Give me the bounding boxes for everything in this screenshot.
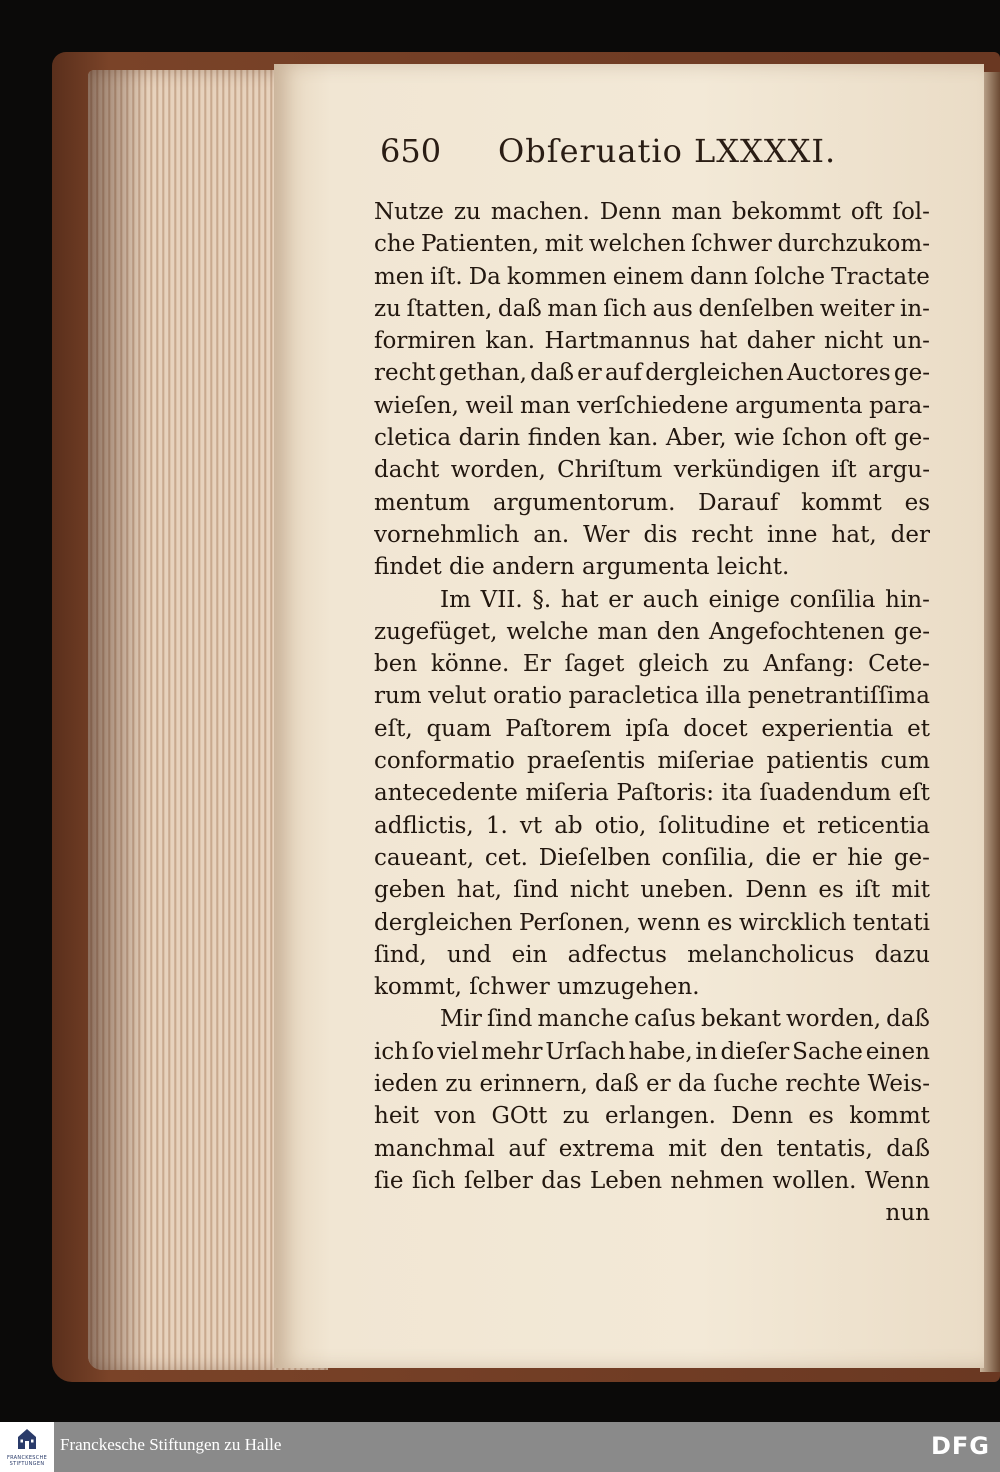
text-line: nun [885, 1200, 930, 1227]
text-line: kommt, ſchwer umzugehen. [374, 974, 700, 1001]
text-line: men iſt. Da kommen einem dann ſolche Tractate [374, 263, 930, 290]
text-line: vornehmlich an. Wer dis recht inne hat, der [374, 521, 930, 548]
text-line: cletica darin finden kan. Aber, wie ſchon oft ge- [374, 425, 930, 452]
text-line: che Patienten, mit welchen ſchwer durchzukom- [374, 231, 930, 258]
text-line: wieſen, weil man verſchiedene argumenta para- [374, 392, 930, 419]
text-line: Mir ſind manche caſus bekant worden, daß [440, 1006, 930, 1033]
orphanage-building-icon [17, 1428, 37, 1450]
text-line: eſt, quam Paſtorem ipſa docet experientia et [374, 715, 930, 742]
text-line: findet die andern argumenta leicht. [374, 554, 790, 581]
institution-logo [0, 1422, 54, 1472]
text-line: conformatio praeſentis miſeriae patientis cum [374, 748, 930, 775]
page-number: 650 [380, 132, 442, 170]
text-line: ich ſo viel mehr Urſach habe, in dieſer Sache einen [374, 1038, 930, 1065]
text-line: ieden zu erinnern, daß er da ſuche rechte Weis- [374, 1071, 930, 1098]
text-line: caueant, cet. Dieſelben conſilia, die er hie ge- [374, 844, 930, 871]
text-line: recht gethan, daß er auf dergleichen Auctores ge- [374, 360, 930, 387]
text-line: ben könne. Er ſaget gleich zu Anfang: Cete- [374, 651, 930, 678]
text-line: dergleichen Perſonen, wenn es wircklich tentati [374, 909, 930, 936]
page-edges-shadow [88, 70, 148, 1370]
text-line: Nutze zu machen. Denn man bekommt oft ſol- [374, 199, 930, 225]
text-line: Im VII. §. hat er auch einige conſilia hin- [440, 586, 930, 613]
text-line: zugefüget, welche man den Angefochtenen ge- [374, 618, 930, 645]
text-line: rum velut oratio paracletica illa penetrantiſſima [374, 683, 930, 710]
text-line: dacht worden, Chriſtum verkündigen iſt argu- [374, 457, 930, 484]
logo-text: FRANCKESCHE STIFTUNGEN [6, 1455, 48, 1467]
text-line: manchmal auf extrema mit den tentatis, daß [374, 1135, 930, 1162]
institution-name[interactable]: Franckesche Stiftungen zu Halle [60, 1435, 282, 1454]
text-line: antecedente miſeria Paſtoris: ita ſuadendum eſt [374, 780, 930, 807]
text-line: ſie ſich ſelber das Leben nehmen wollen. Wenn [374, 1167, 930, 1194]
text-line: formiren kan. Hartmannus hat daher nicht un- [374, 328, 930, 355]
text-line: mentum argumentorum. Darauf kommt es [374, 489, 930, 516]
page-title: Obſeruatio LXXXXI. [498, 132, 837, 170]
footer-bar [0, 1422, 1000, 1472]
text-line: ſind, und ein adfectus melancholicus dazu [374, 941, 930, 968]
page-header [380, 132, 900, 172]
dfg-logo[interactable]: DFG [930, 1432, 990, 1460]
text-line: heit von GOtt zu erlangen. Denn es kommt [374, 1103, 930, 1130]
page-text [374, 196, 930, 1230]
text-line: geben hat, ſind nicht uneben. Denn es iſt mit [374, 877, 930, 904]
text-line: zu ſtatten, daß man ſich aus denſelben weiter in- [374, 295, 930, 322]
text-line: adflictis, 1. vt ab otio, ſolitudine et reticentia [374, 812, 930, 839]
